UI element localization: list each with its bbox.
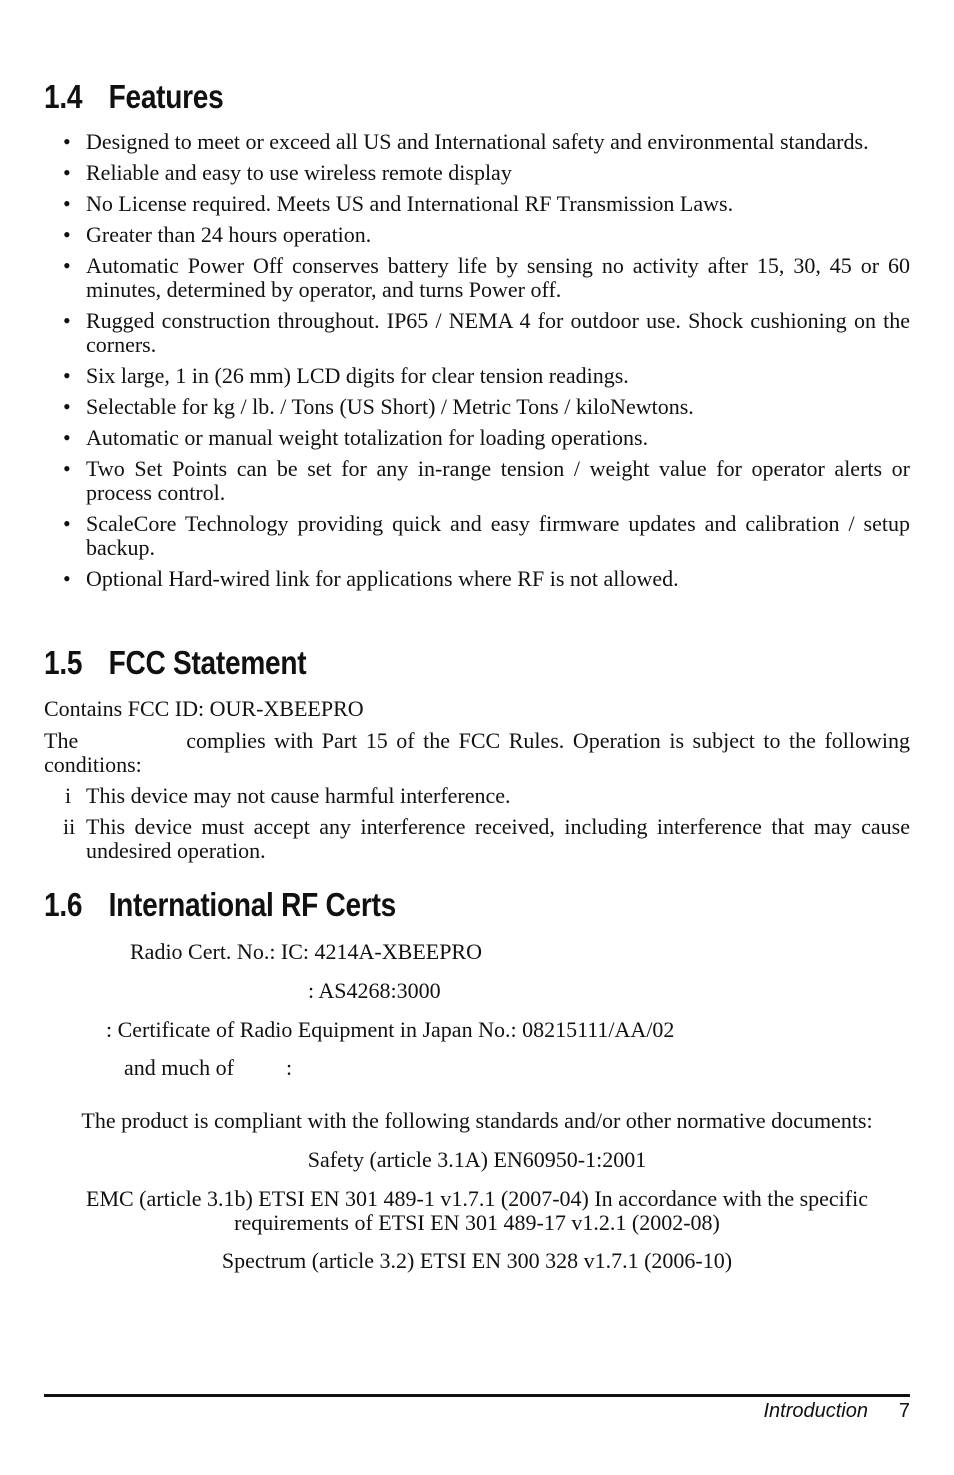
section-heading-rf-certs (44, 886, 396, 924)
list-item: • Selectable for kg / lb. / Tons (US Short) / Metric Tons / kiloNewtons. (63, 394, 694, 419)
bullet-icon: • (63, 511, 71, 536)
list-item: • Optional Hard-wired link for applications where RF is not allowed. (63, 566, 679, 591)
fcc-conditions-list (44, 784, 910, 870)
rf-cert-australia: : AS4268:3000 (308, 978, 441, 1003)
list-marker: ii (63, 814, 76, 839)
section-title: International RF Certs (108, 886, 397, 923)
section-heading-fcc (44, 644, 306, 682)
features-list (44, 130, 910, 598)
list-item: • Two Set Points can be set for any in-range tension / weight value for operator alerts or process control. (63, 456, 910, 505)
standard-emc: EMC (article 3.1b) ETSI EN 301 489-1 v1.7.1 (2007-04) In accordance with the specific requirements of ETSI EN 301 489-17 v1.2.1 (2002-08) (86, 1186, 868, 1235)
compliance-statement: The product is compliant with the following standards and/or other normative documents: (81, 1108, 873, 1133)
section-number: 1.6 (44, 886, 83, 923)
bullet-icon: • (63, 363, 71, 388)
bullet-icon: • (63, 160, 71, 185)
rf-cert-canada: Radio Cert. No.: IC: 4214A-XBEEPRO (130, 939, 482, 964)
standard-safety: Safety (article 3.1A) EN60950-1:2001 (307, 1147, 647, 1172)
rf-cert-japan: : Certificate of Radio Equipment in Japan No.: 08215111/AA/02 (106, 1017, 675, 1042)
list-item: • Rugged construction throughout. IP65 / NEMA 4 for outdoor use. Shock cushioning on the corners. (63, 308, 910, 357)
section-number: 1.4 (44, 78, 83, 115)
list-item: ii This device must accept any interference received, including interference that may cause undesired operation. (63, 814, 910, 863)
bullet-icon: • (63, 191, 71, 216)
bullet-icon: • (63, 253, 71, 278)
bullet-icon: • (63, 456, 71, 481)
list-item: • Six large, 1 in (26 mm) LCD digits for clear tension readings. (63, 363, 629, 388)
list-item: i This device may not cause harmful interference. (65, 783, 511, 808)
list-item: • Automatic Power Off conserves battery life by sensing no activity after 15, 30, 45 or 60 minutes, determined by operator, and turns Power off. (63, 253, 910, 302)
standard-spectrum: Spectrum (article 3.2) ETSI EN 300 328 v1.7.1 (2006-10) (221, 1248, 733, 1273)
fcc-id-line: Contains FCC ID: OUR-XBEEPRO (44, 696, 364, 721)
list-item: • No License required. Meets US and International RF Transmission Laws. (63, 191, 734, 216)
list-item: • Greater than 24 hours operation. (63, 222, 372, 247)
section-heading-features (44, 78, 223, 116)
section-number: 1.5 (44, 644, 83, 681)
bullet-icon: • (63, 394, 71, 419)
list-item: • ScaleCore Technology providing quick and easy firmware updates and calibration / setup backup. (63, 511, 910, 560)
list-item: • Designed to meet or exceed all US and International safety and environmental standards. (63, 129, 869, 154)
footer-rule (44, 1394, 910, 1397)
bullet-icon: • (63, 308, 71, 333)
list-item: • Automatic or manual weight totalization for loading operations. (63, 425, 649, 450)
footer-section-label: Introduction (763, 1400, 868, 1422)
list-item: • Reliable and easy to use wireless remote display (63, 160, 512, 185)
bullet-icon: • (63, 222, 71, 247)
section-title: FCC Statement (108, 644, 307, 681)
bullet-icon: • (63, 129, 71, 154)
list-marker: i (65, 783, 72, 808)
page-number: 7 (898, 1400, 910, 1422)
bullet-icon: • (63, 566, 71, 591)
rf-cert-europe: and much of : (124, 1055, 293, 1080)
section-title: Features (108, 78, 224, 115)
fcc-statement-paragraph: The complies with Part 15 of the FCC Rules. Operation is subject to the following conditions: (44, 728, 910, 777)
bullet-icon: • (63, 425, 71, 450)
